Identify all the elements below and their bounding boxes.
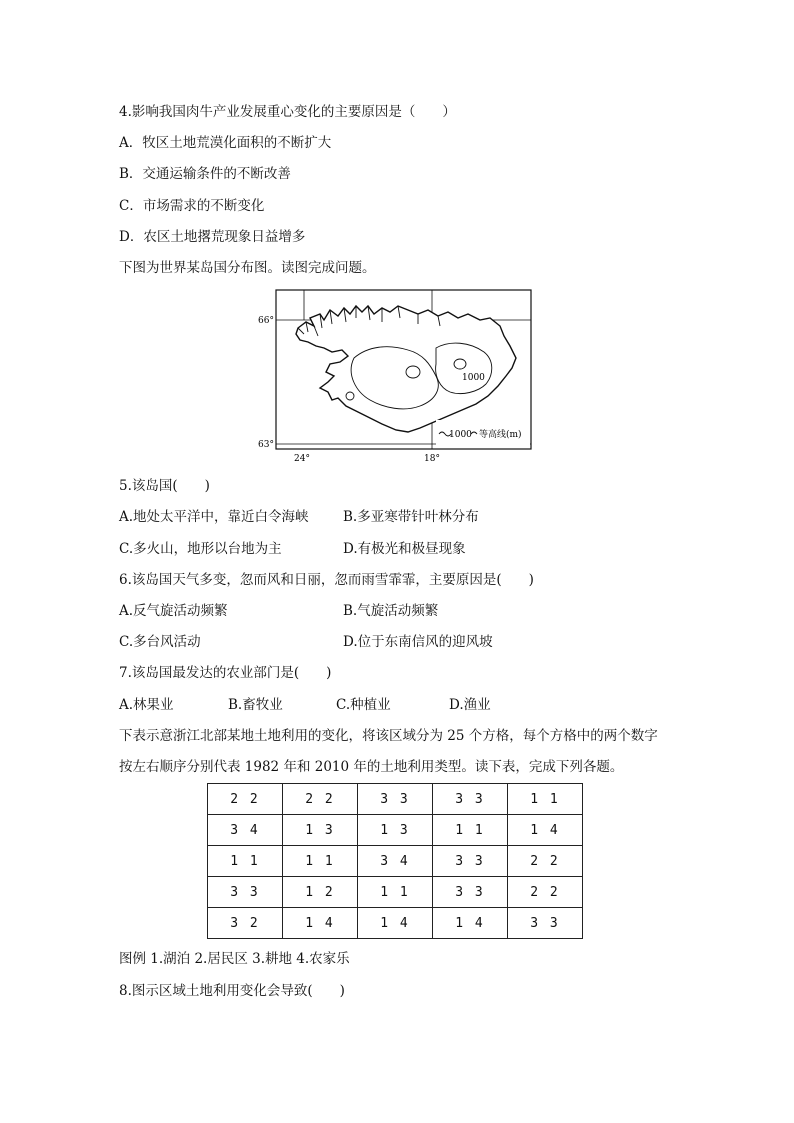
table-cell: 3 2 [208, 908, 283, 939]
table-cell: 1 1 [508, 784, 583, 815]
table-cell: 1 1 [208, 846, 283, 877]
q6-option-b: B.气旋活动频繁 [343, 603, 439, 619]
q4-option-a: A．牧区土地荒漠化面积的不断扩大 [119, 135, 332, 151]
table-cell: 1 2 [283, 877, 358, 908]
table-cell: 1 4 [358, 908, 433, 939]
table-cell: 1 1 [283, 846, 358, 877]
table-cell: 1 4 [283, 908, 358, 939]
table-cell: 2 2 [208, 784, 283, 815]
lat-label-bottom: 63° [258, 440, 274, 450]
q5-option-a: A.地处太平洋中，靠近白令海峡 [119, 509, 309, 525]
land-use-table [207, 783, 583, 939]
q5-option-b: B.多亚寒带针叶林分布 [343, 509, 479, 525]
q7-option-b: B.畜牧业 [228, 697, 283, 713]
island-map-figure [258, 288, 532, 464]
table-intro-line-2: 按左右顺序分别代表 1982 年和 2010 年的土地利用类型。读下表，完成下列各题。 [119, 759, 624, 775]
table-cell: 1 3 [283, 815, 358, 846]
legend-text: 等高线(m) [479, 430, 522, 440]
table-cell: 2 2 [508, 877, 583, 908]
table-cell: 2 2 [508, 846, 583, 877]
contour-label: 1000 [462, 373, 485, 383]
table-cell: 1 4 [433, 908, 508, 939]
legend-value: 1000 [449, 430, 472, 440]
table-row [208, 908, 583, 939]
table-row [208, 815, 583, 846]
q5-stem: 5.该岛国( ) [119, 478, 210, 494]
table-cell: 1 1 [358, 877, 433, 908]
table-cell: 3 3 [508, 908, 583, 939]
q6-option-d: D.位于东南信风的迎风坡 [343, 634, 493, 650]
table-intro-line-1: 下表示意浙江北部某地土地利用的变化，将该区域分为 25 个方格，每个方格中的两个数字 [119, 728, 658, 744]
q4-stem: 4.影响我国肉牛产业发展重心变化的主要原因是（ ） [119, 104, 456, 120]
table-row [208, 784, 583, 815]
table-cell: 1 4 [508, 815, 583, 846]
table-cell: 3 3 [433, 846, 508, 877]
q8-stem: 8.图示区域土地利用变化会导致( ) [119, 983, 345, 999]
map-intro: 下图为世界某岛国分布图。读图完成问题。 [119, 260, 376, 276]
table-row [208, 846, 583, 877]
q7-option-d: D.渔业 [449, 697, 491, 713]
q7-stem: 7.该岛国最发达的农业部门是( ) [119, 665, 332, 681]
table-cell: 3 3 [433, 784, 508, 815]
q7-option-a: A.林果业 [119, 697, 174, 713]
q6-stem: 6.该岛国天气多变，忽而风和日丽，忽而雨雪霏霏，主要原因是( ) [119, 572, 534, 588]
island-map-svg [258, 288, 532, 464]
table-cell: 3 4 [208, 815, 283, 846]
table-cell: 3 4 [358, 846, 433, 877]
table-cell: 3 3 [433, 877, 508, 908]
lon-label-right: 18° [424, 454, 440, 464]
lon-label-left: 24° [294, 454, 310, 464]
q7-option-c: C.种植业 [336, 697, 391, 713]
table-cell: 1 3 [358, 815, 433, 846]
table-cell: 1 1 [433, 815, 508, 846]
q4-option-b: B．交通运输条件的不断改善 [119, 166, 291, 182]
q6-option-a: A.反气旋活动频繁 [119, 603, 228, 619]
q5-option-d: D.有极光和极昼现象 [343, 541, 466, 557]
q4-option-c: C．市场需求的不断变化 [119, 198, 265, 214]
q5-option-c: C.多火山，地形以台地为主 [119, 541, 282, 557]
q6-option-c: C.多台风活动 [119, 634, 201, 650]
table-cell: 3 3 [358, 784, 433, 815]
lat-label-top: 66° [258, 316, 274, 326]
table-row [208, 877, 583, 908]
table-legend: 图例 1.湖泊 2.居民区 3.耕地 4.农家乐 [119, 951, 350, 967]
table-cell: 3 3 [208, 877, 283, 908]
table-cell: 2 2 [283, 784, 358, 815]
q4-option-d: D．农区土地撂荒现象日益增多 [119, 229, 306, 245]
